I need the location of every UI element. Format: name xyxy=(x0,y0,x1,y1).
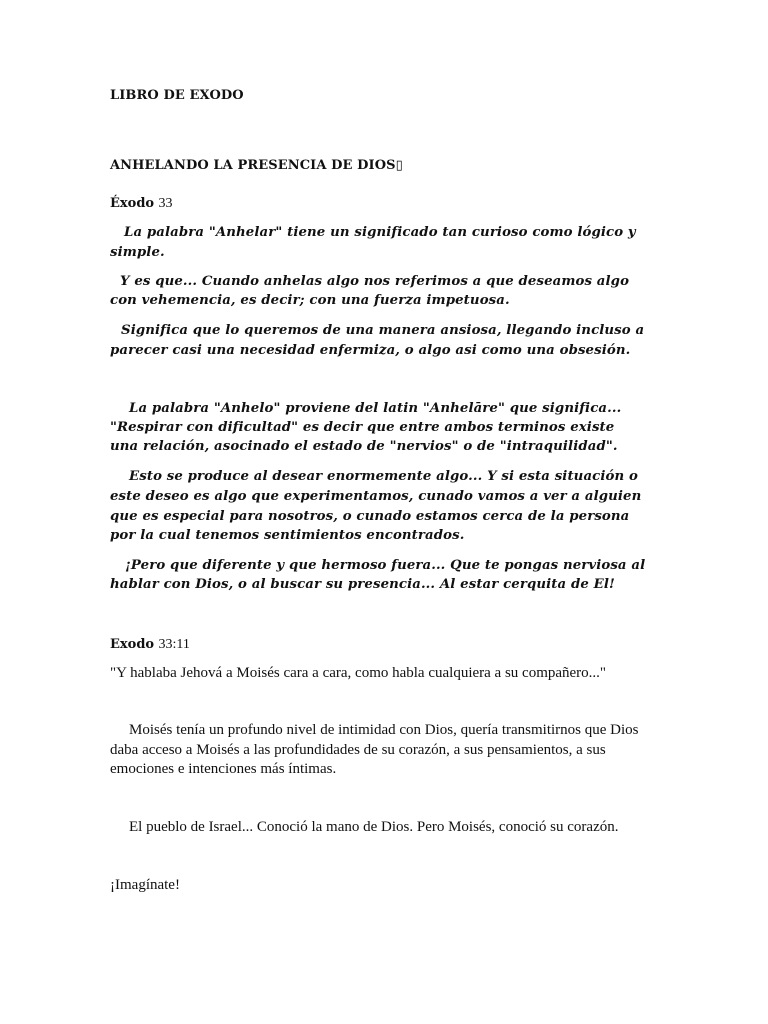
scripture-reference-1 xyxy=(110,195,173,212)
paragraph-3-line-2: parecer casi una necesidad enfermiza, o algo asi como una obsesión. xyxy=(110,343,631,358)
paragraph-4-line-3: una relación, asocinado el estado de "nervios" o de "intraquilidad". xyxy=(110,439,618,454)
document-title: LIBRO DE EXODO xyxy=(110,88,244,103)
reference-chapter: 33 xyxy=(158,196,173,211)
scripture-reference-2 xyxy=(110,636,190,653)
paragraph-4-line-1: La palabra "Anhelo" proviene del latin "Anhelāre" que significa... xyxy=(129,401,622,416)
paragraph-5-line-1: Esto se produce al desear enormemente algo... Y si esta situación o xyxy=(129,469,638,484)
paragraph-2-line-1: Y es que... Cuando anhelas algo nos referimos a que deseamos algo xyxy=(120,274,630,289)
reference-book: Éxodo xyxy=(110,196,155,211)
paragraph-6-line-2: hablar con Dios, o al buscar su presencia... Al estar cerquita de El! xyxy=(110,577,615,592)
reference-chapter: 33:11 xyxy=(158,637,190,652)
reference-book: Exodo xyxy=(110,637,155,652)
paragraph-7-line-1: Moisés tenía un profundo nivel de intimidad con Dios, quería transmitirnos que Dios xyxy=(129,722,639,738)
paragraph-5-line-2: este deseo es algo que experimentamos, cunado vamos a ver a alguien xyxy=(110,489,642,504)
closing-exclamation: ¡Imagínate! xyxy=(110,877,180,893)
paragraph-3-line-1: Significa que lo queremos de una manera ansiosa, llegando incluso a xyxy=(121,323,645,338)
paragraph-1-line-1: La palabra "Anhelar" tiene un significado tan curioso como lógico y xyxy=(124,225,636,240)
paragraph-1-line-2: simple. xyxy=(110,245,165,260)
paragraph-5-line-3: que es especial para nosotros, o cunado estamos cerca de la persona xyxy=(110,509,630,524)
paragraph-2-line-2: con vehemencia, es decir; con una fuerza impetuosa. xyxy=(110,293,510,308)
paragraph-7-line-3: emociones e intenciones más íntimas. xyxy=(110,761,337,777)
paragraph-5-line-4: por la cual tenemos sentimientos encontrados. xyxy=(110,528,465,543)
paragraph-7-line-2: daba acceso a Moisés a las profundidades de su corazón, a sus pensamientos, a sus xyxy=(110,742,606,758)
scripture-quote: "Y hablaba Jehová a Moisés cara a cara, como habla cualquiera a su compañero..." xyxy=(110,665,607,681)
paragraph-4-line-2: "Respirar con dificultad" es decir que entre ambos terminos existe xyxy=(110,420,615,435)
paragraph-8: El pueblo de Israel... Conoció la mano de Dios. Pero Moisés, conoció su corazón. xyxy=(129,819,619,835)
document-subtitle: ANHELANDO LA PRESENCIA DE DIOS▯ xyxy=(110,158,403,173)
paragraph-6-line-1: ¡Pero que diferente y que hermoso fuera... Que te pongas nerviosa al xyxy=(125,558,646,573)
